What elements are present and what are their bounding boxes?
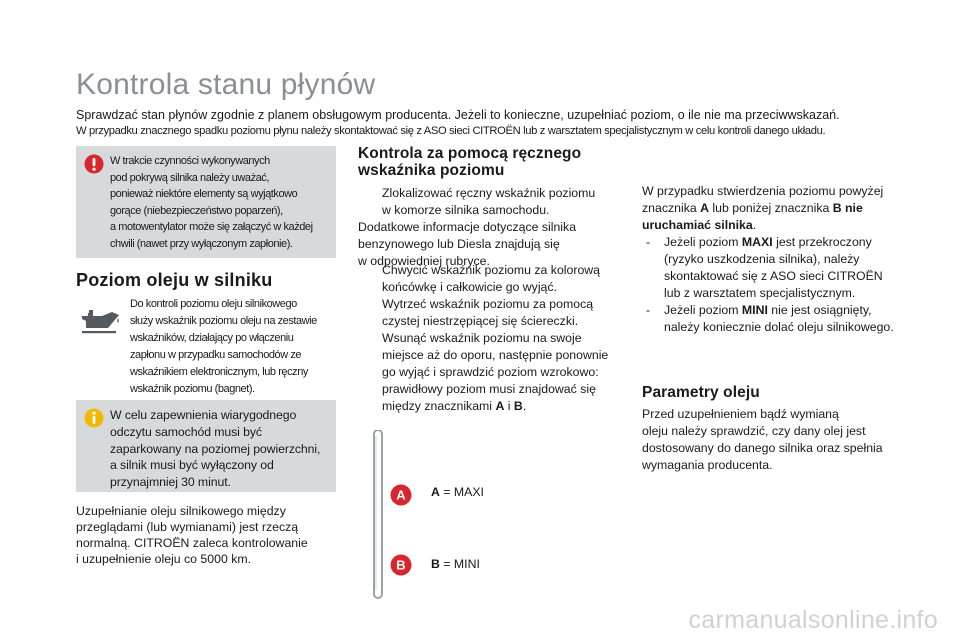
label-text: = MAXI bbox=[439, 485, 484, 499]
paragraph-line: W przypadku stwierdzenia poziomu powyżej bbox=[642, 184, 884, 198]
list-item-line: czystej niestrzępiącej się ściereczki. bbox=[382, 314, 579, 328]
text-span: Jeżeli poziom bbox=[664, 303, 742, 317]
manual-title-line: wskaźnika poziomu bbox=[358, 162, 505, 179]
paragraph-line bbox=[642, 200, 912, 217]
text-span: między znacznikami bbox=[382, 399, 496, 413]
list-item-line: lub z warsztatem specjalistycznym. bbox=[664, 286, 856, 300]
label-letter: A bbox=[431, 485, 440, 499]
paragraph-line: oleju należy sprawdzić, czy dany olej jest bbox=[642, 424, 866, 438]
text-span: nie jest osiągnięty, bbox=[767, 303, 872, 317]
paragraph-line: dostosowany do danego silnika oraz spełnia bbox=[642, 441, 883, 455]
list-item bbox=[358, 330, 620, 415]
list-item-line: prawidłowy poziom musi znajdować się bbox=[382, 382, 596, 396]
warning-line: pod pokrywą silnika należy uważać, bbox=[110, 171, 269, 184]
list-item-line: Wsunąć wskaźnik poziomu na swoje bbox=[382, 331, 582, 345]
oil-text-line: wskaźnik poziomu (bagnet). bbox=[130, 383, 255, 395]
params-section-title: Parametry oleju bbox=[642, 384, 760, 401]
list-item bbox=[358, 185, 620, 219]
text-span: lub poniżej znacznika bbox=[709, 201, 833, 215]
marker-a-label bbox=[431, 485, 484, 499]
emphasis-text: uruchamiać silnika bbox=[642, 218, 753, 232]
dipstick-icon bbox=[370, 430, 386, 602]
oil-section-text bbox=[130, 296, 340, 398]
info-line: a silnik musi być wyłączony od bbox=[110, 458, 274, 473]
marker-ref-a: A bbox=[495, 399, 505, 413]
watermark: carmanualsonline.info bbox=[688, 606, 938, 634]
list-item bbox=[358, 262, 620, 296]
warning-line: chwili (nawet przy wyłączonym zapłonie). bbox=[110, 237, 293, 250]
list-item bbox=[642, 234, 912, 302]
paragraph-line: wymagania producenta. bbox=[642, 458, 773, 472]
list-item-line bbox=[664, 234, 912, 251]
warning-line: gorące (niebezpieczeństwo poparzeń), bbox=[110, 204, 283, 217]
manual-title-line: Kontrola za pomocą ręcznego bbox=[358, 145, 582, 162]
list-item-line: miejsce aż do oporu, następnie ponownie bbox=[382, 348, 609, 362]
marker-a-icon bbox=[390, 484, 412, 506]
marker-b-letter: B bbox=[396, 557, 406, 573]
list-item-line: należy koniecznie dolać oleju silnikowego. bbox=[664, 320, 894, 334]
emphasis-text: MAXI bbox=[741, 235, 773, 249]
paragraph-line bbox=[642, 217, 912, 234]
text-span: jest przekroczony bbox=[772, 235, 872, 249]
warning-line: W trakcie czynności wykonywanych bbox=[110, 155, 270, 167]
text-span: znacznika bbox=[642, 201, 701, 215]
oil-text-line: wskaźnikiem elektronicznym, lub ręczny bbox=[130, 366, 308, 378]
text-span: Jeżeli poziom bbox=[664, 235, 742, 249]
info-icon bbox=[84, 408, 104, 428]
warning-text bbox=[110, 153, 332, 252]
info-line: W celu zapewnienia wiarygodnego bbox=[110, 408, 297, 422]
list-item bbox=[642, 302, 912, 336]
warning-box bbox=[76, 146, 336, 258]
warning-line: ponieważ niektóre elementy są wyjątkowo bbox=[110, 188, 298, 200]
info-line: przynajmniej 30 minut. bbox=[110, 475, 231, 490]
info-text bbox=[110, 407, 332, 491]
oil-text-line: służy wskaźnik poziomu oleju na zestawie bbox=[130, 315, 317, 327]
intro-text: Sprawdzać stan płynów zgodnie z planem obsługowym producenta. Jeżeli to konieczne, uzupełniać poziom, o ile nie ma przeciwwskazań. bbox=[76, 108, 840, 122]
marker-ref-a: A bbox=[700, 201, 709, 215]
paragraph-line: benzynowego lub Diesla znajdują się bbox=[358, 237, 560, 251]
level-outcome-text bbox=[642, 183, 912, 336]
paragraph-line: Przed uzupełnieniem bądź wymianą bbox=[642, 407, 839, 421]
refill-line: normalną. CITROËN zaleca kontrolowanie bbox=[76, 536, 308, 550]
list-item-line: Wytrzeć wskaźnik poziomu za pomocą bbox=[382, 297, 594, 311]
list-item-line: (ryzyko uszkodzenia silnika), należy bbox=[664, 252, 860, 266]
oil-text-line: wskaźników, działający po włączeniu bbox=[130, 332, 294, 344]
page-title: Kontrola stanu płynów bbox=[76, 68, 376, 101]
marker-b-icon bbox=[390, 554, 412, 576]
refill-line: i uzupełnienie oleju co 5000 km. bbox=[76, 552, 252, 566]
list-item-line: Chwycić wskaźnik poziomu za kolorową bbox=[382, 263, 601, 277]
list-item-line bbox=[664, 302, 912, 319]
list-item-line: Zlokalizować ręczny wskaźnik poziomu bbox=[382, 186, 596, 200]
label-letter: B bbox=[431, 557, 440, 571]
list-item-line bbox=[382, 398, 620, 415]
dash-bullet: - bbox=[646, 235, 651, 249]
oil-text-line: zapłonu w przypadku samochodów ze bbox=[130, 349, 302, 361]
intro-text-secondary: W przypadku znacznego spadku poziomu płynu należy skontaktować się z ASO sieci CITROËN lub z warsztatem specjalistycznym w celu kontroli danego układu. bbox=[76, 125, 826, 137]
list-item-line: skontaktować się z ASO sieci CITROËN bbox=[664, 269, 883, 283]
text-span: . bbox=[522, 399, 527, 413]
manual-steps-first bbox=[358, 185, 620, 219]
paragraph-line: Dodatkowe informacje dotyczące silnika bbox=[358, 220, 577, 234]
info-box bbox=[76, 400, 336, 492]
list-item-line: go wyjąć i sprawdzić poziom wzrokowo: bbox=[382, 365, 599, 379]
refill-paragraph bbox=[76, 503, 338, 567]
refill-line: Uzupełnianie oleju silnikowego między bbox=[76, 504, 286, 518]
exclamation-icon bbox=[84, 154, 104, 174]
text-span: . bbox=[752, 218, 757, 232]
marker-a-letter: A bbox=[396, 487, 406, 503]
emphasis-text: MINI bbox=[741, 303, 768, 317]
oil-can-icon bbox=[78, 306, 122, 336]
manual-steps-rest bbox=[358, 262, 620, 415]
warning-line: a motowentylator może się załączyć w każdej bbox=[110, 221, 313, 233]
paragraph-line: w odpowiedniej rubryce. bbox=[358, 254, 490, 268]
info-line: zaparkowany na poziomej powierzchni, bbox=[110, 441, 321, 456]
label-text: = MINI bbox=[439, 557, 480, 571]
text-span: i bbox=[504, 399, 514, 413]
marker-b-label bbox=[431, 557, 480, 571]
list-item-line: końcówkę i całkowicie go wyjąć. bbox=[382, 280, 557, 294]
params-text bbox=[642, 406, 912, 474]
list-item bbox=[358, 296, 620, 330]
info-line: odczytu samochód musi być bbox=[110, 424, 262, 439]
dash-bullet: - bbox=[646, 303, 651, 317]
refill-line: przeglądami (lub wymianami) jest rzeczą bbox=[76, 520, 299, 534]
marker-ref-b: B bbox=[513, 399, 523, 413]
marker-ref-b: B nie bbox=[832, 201, 863, 215]
oil-section-title: Poziom oleju w silniku bbox=[76, 270, 273, 290]
manual-section-title bbox=[358, 145, 618, 179]
list-item-line: w komorze silnika samochodu. bbox=[382, 203, 550, 217]
oil-text-line: Do kontroli poziomu oleju silnikowego bbox=[130, 298, 297, 310]
